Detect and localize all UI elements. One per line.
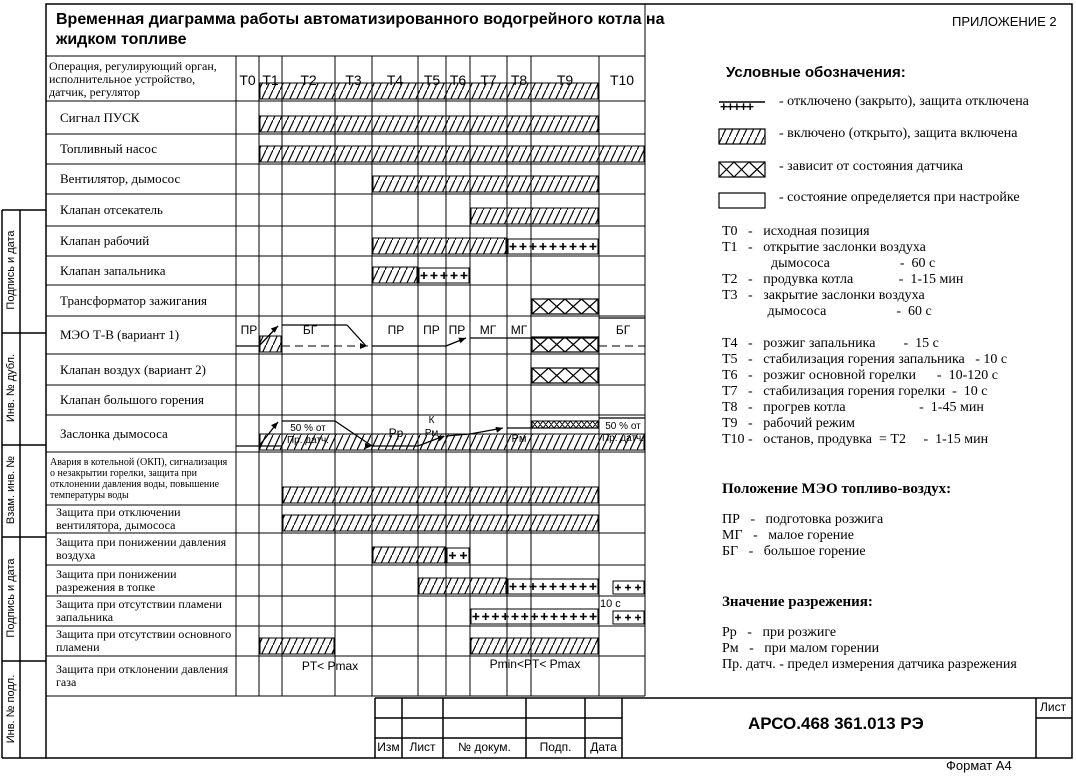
row-label-9: Клапан воздух (вариант 2) xyxy=(60,361,207,377)
damper-t2: 50 % от Пр. датч. xyxy=(286,423,330,446)
row-label-8: МЭО Т-В (вариант 1) xyxy=(60,327,180,342)
meo-legend-pr: ПР - подготовка розжига xyxy=(722,512,884,527)
damper-t5-k: К xyxy=(428,415,435,426)
phase-legend-line-13: T10 - останов, продувка = T2 - 1-15 мин xyxy=(722,432,989,447)
phase-legend-line-0: T0 - исходная позиция xyxy=(722,224,870,239)
row-label-15: Защита при понижении разрежения в топке xyxy=(56,566,177,594)
legend-item-off: - отключено (закрыто), защита отключена xyxy=(779,94,1029,109)
meo-legend-title: Положение МЭО топливо-воздух: xyxy=(722,481,952,497)
legend-plus-symbol: +++++ xyxy=(720,99,753,114)
main-flame-protection-setup xyxy=(471,609,598,624)
phase-legend-line-1: T1 - открытие заслонки воздуха xyxy=(722,240,926,255)
meo-legend-mg: МГ - малое горение xyxy=(722,528,854,543)
phase-header-t9: T9 xyxy=(556,72,574,88)
stamp-col-sign: Подп. xyxy=(539,740,572,754)
meo-legend-bg: БГ - большое горение xyxy=(722,544,866,559)
phase-header-t7: T7 xyxy=(480,72,497,88)
row-label-4: Клапан отсекатель xyxy=(60,202,163,217)
gas-t2-label: PT< Pmax xyxy=(301,659,359,673)
phase-header-t1: T1 xyxy=(262,72,279,88)
vacuum-protection-on xyxy=(373,547,445,563)
appendix-label: ПРИЛОЖЕНИЕ 2 xyxy=(952,14,1057,29)
pilot-valve-setup xyxy=(508,239,598,254)
vacuum-legend-pm: Рм - при малом горении xyxy=(722,641,880,656)
ignition-transformer-on xyxy=(373,267,417,283)
meo-mg-t8: МГ xyxy=(510,323,528,337)
row-label-5: Клапан рабочий xyxy=(60,233,150,248)
legend-item-setup: - состояние определяется при настройке xyxy=(779,190,1020,205)
gas-pressure-protection-t1-t3 xyxy=(260,638,334,654)
phase-legend-line-12: T9 - рабочий режим xyxy=(722,416,855,431)
phase-header-t3: T3 xyxy=(345,72,362,88)
meo-bg-t10: БГ xyxy=(615,323,631,337)
pilot-flame-protection-on xyxy=(419,578,506,594)
phase-header-t10: T10 xyxy=(609,72,635,88)
phase-legend-line-10: T7 - стабилизация горения горелки - 10 с xyxy=(722,384,988,399)
row-label-6: Клапан запальника xyxy=(60,262,166,278)
work-valve-on xyxy=(471,208,598,224)
row-label-11: Заслонка дымососа xyxy=(60,425,168,441)
stamp-col-list: Лист xyxy=(409,740,436,754)
row-label-14: Защита при понижении давления воздуха xyxy=(56,535,227,562)
phase-legend-line-7: T4 - розжиг запальника - 15 с xyxy=(722,336,939,351)
fuel-pump-on xyxy=(260,116,598,132)
phase-header-t8: T8 xyxy=(510,72,528,88)
phase-header-t6: T6 xyxy=(449,72,467,88)
meo-bg-t2: БГ xyxy=(302,323,318,337)
side-label-sign-date-1: Подпись и дата xyxy=(5,230,17,310)
damper-t4: Рр xyxy=(388,426,404,440)
pilot-flame-protection-setup xyxy=(508,579,598,594)
gas-pressure-protection-t7-t9 xyxy=(471,638,598,654)
air-valve-on xyxy=(260,336,281,352)
row-label-17: Защита при отсутствии основного пламени xyxy=(56,627,232,654)
row-label-13: Защита при отключении вентилятора, дымососа xyxy=(56,505,181,532)
phase-legend-line-2: дымососа - 60 с xyxy=(722,256,936,271)
row-label-1: Сигнал ПУСК xyxy=(60,109,140,125)
legend-title: Условные обозначения: xyxy=(726,64,906,81)
phase-legend-line-8: T5 - стабилизация горения запальника - 10 с xyxy=(722,352,1008,367)
legend-item-sensor: - зависит от состояния датчика xyxy=(779,159,964,174)
vacuum-legend-sensor: Пр. датч. - предел измерения датчика разрежения xyxy=(722,657,1017,672)
air-valve-sensor-dependent xyxy=(532,337,598,352)
air-pressure-protection-on xyxy=(283,515,598,531)
phase-legend-line-9: T6 - розжиг основной горелки - 10-120 с xyxy=(722,368,998,383)
phase-legend-line-5: дымососа - 60 с xyxy=(722,304,932,319)
table-header-label: Операция, регулирующий орган, исполнительное устройство, датчик, регулятор xyxy=(49,59,217,99)
fan-exhauster-on xyxy=(260,146,644,162)
vacuum-protection-setup xyxy=(447,548,469,563)
big-flame-valve-sensor xyxy=(532,368,598,383)
main-flame-t10-setup xyxy=(613,611,644,624)
pilot-valve-on xyxy=(373,238,506,254)
stamp-col-date: Дата xyxy=(590,740,617,754)
format-label: Формат А4 xyxy=(946,758,1012,773)
row-label-10: Клапан большого горения xyxy=(60,392,204,407)
row-label-12: Авария в котельной (ОКП), сигнализация о незакрытии горелки, защита при отклонении давления воды, повышение температуры воды xyxy=(50,456,228,501)
damper-t5-p: Рм xyxy=(424,428,439,439)
cutoff-valve-on xyxy=(373,176,598,192)
meo-pr-t4: ПР xyxy=(387,323,405,337)
vacuum-legend-title: Значение разрежения: xyxy=(722,594,873,610)
ignition-transformer-setup xyxy=(419,268,469,283)
row-label-18: Защита при отклонении давления газа xyxy=(56,662,229,689)
row-label-7: Трансформатор зажигания xyxy=(60,292,207,308)
row-label-16: Защита при отсутствии пламени запальника xyxy=(56,597,222,624)
side-label-orig-inv: Инв. № подл. xyxy=(5,674,17,744)
page-title: Временная диаграмма работы автоматизированного водогрейного котла на жидком топливе xyxy=(56,11,665,48)
meo-pr-t0: ПР xyxy=(240,323,258,337)
phase-header-t4: T4 xyxy=(386,72,404,88)
sheet-label: Лист xyxy=(1040,700,1067,714)
meo-pr-t5: ПР xyxy=(423,323,440,337)
phase-header-t5: T5 xyxy=(423,72,441,88)
vacuum-legend-pr: Рр - при розжиге xyxy=(722,625,837,640)
meo-pr-t6: ПР xyxy=(448,323,466,337)
side-label-dup-inv: Инв. № дубл. xyxy=(5,353,17,423)
side-label-replace-inv: Взам. инв. № xyxy=(5,455,17,525)
phase-legend-line-3: T2 - продувка котла - 1-15 мин xyxy=(722,272,964,287)
flame-t10-label: 10 с xyxy=(600,598,621,610)
side-label-sign-date-2: Подпись и дата xyxy=(5,558,17,638)
damper-t8: Рм xyxy=(511,433,527,445)
meo-sensor-dependent xyxy=(532,299,598,314)
phase-header-t0: T0 xyxy=(239,72,256,88)
row-label-3: Вентилятор, дымосос xyxy=(60,171,181,186)
phase-header-t2: T2 xyxy=(300,72,317,88)
legend-item-on: - включено (открыто), защита включена xyxy=(779,126,1018,141)
document-code: АРСО.468 361.013 РЭ xyxy=(748,714,924,733)
pilot-flame-t10-setup xyxy=(613,581,644,594)
damper-t10: 50 % от Пр. датч. xyxy=(601,421,645,444)
phase-legend-line-4: T3 - закрытие заслонки воздуха xyxy=(722,288,925,303)
stamp-col-izm: Изм xyxy=(377,740,400,754)
phase-legend-line-6 xyxy=(722,320,1007,336)
meo-mg-t7: МГ xyxy=(479,323,497,337)
row-label-2: Топливный насос xyxy=(60,141,157,156)
gas-t7-label: Pmin<PT< Pmax xyxy=(489,657,581,671)
phase-legend-line-11: T8 - прогрев котла - 1-45 мин xyxy=(722,400,984,415)
stamp-col-doc: № докум. xyxy=(458,740,511,754)
fan-protection-on xyxy=(283,487,598,503)
